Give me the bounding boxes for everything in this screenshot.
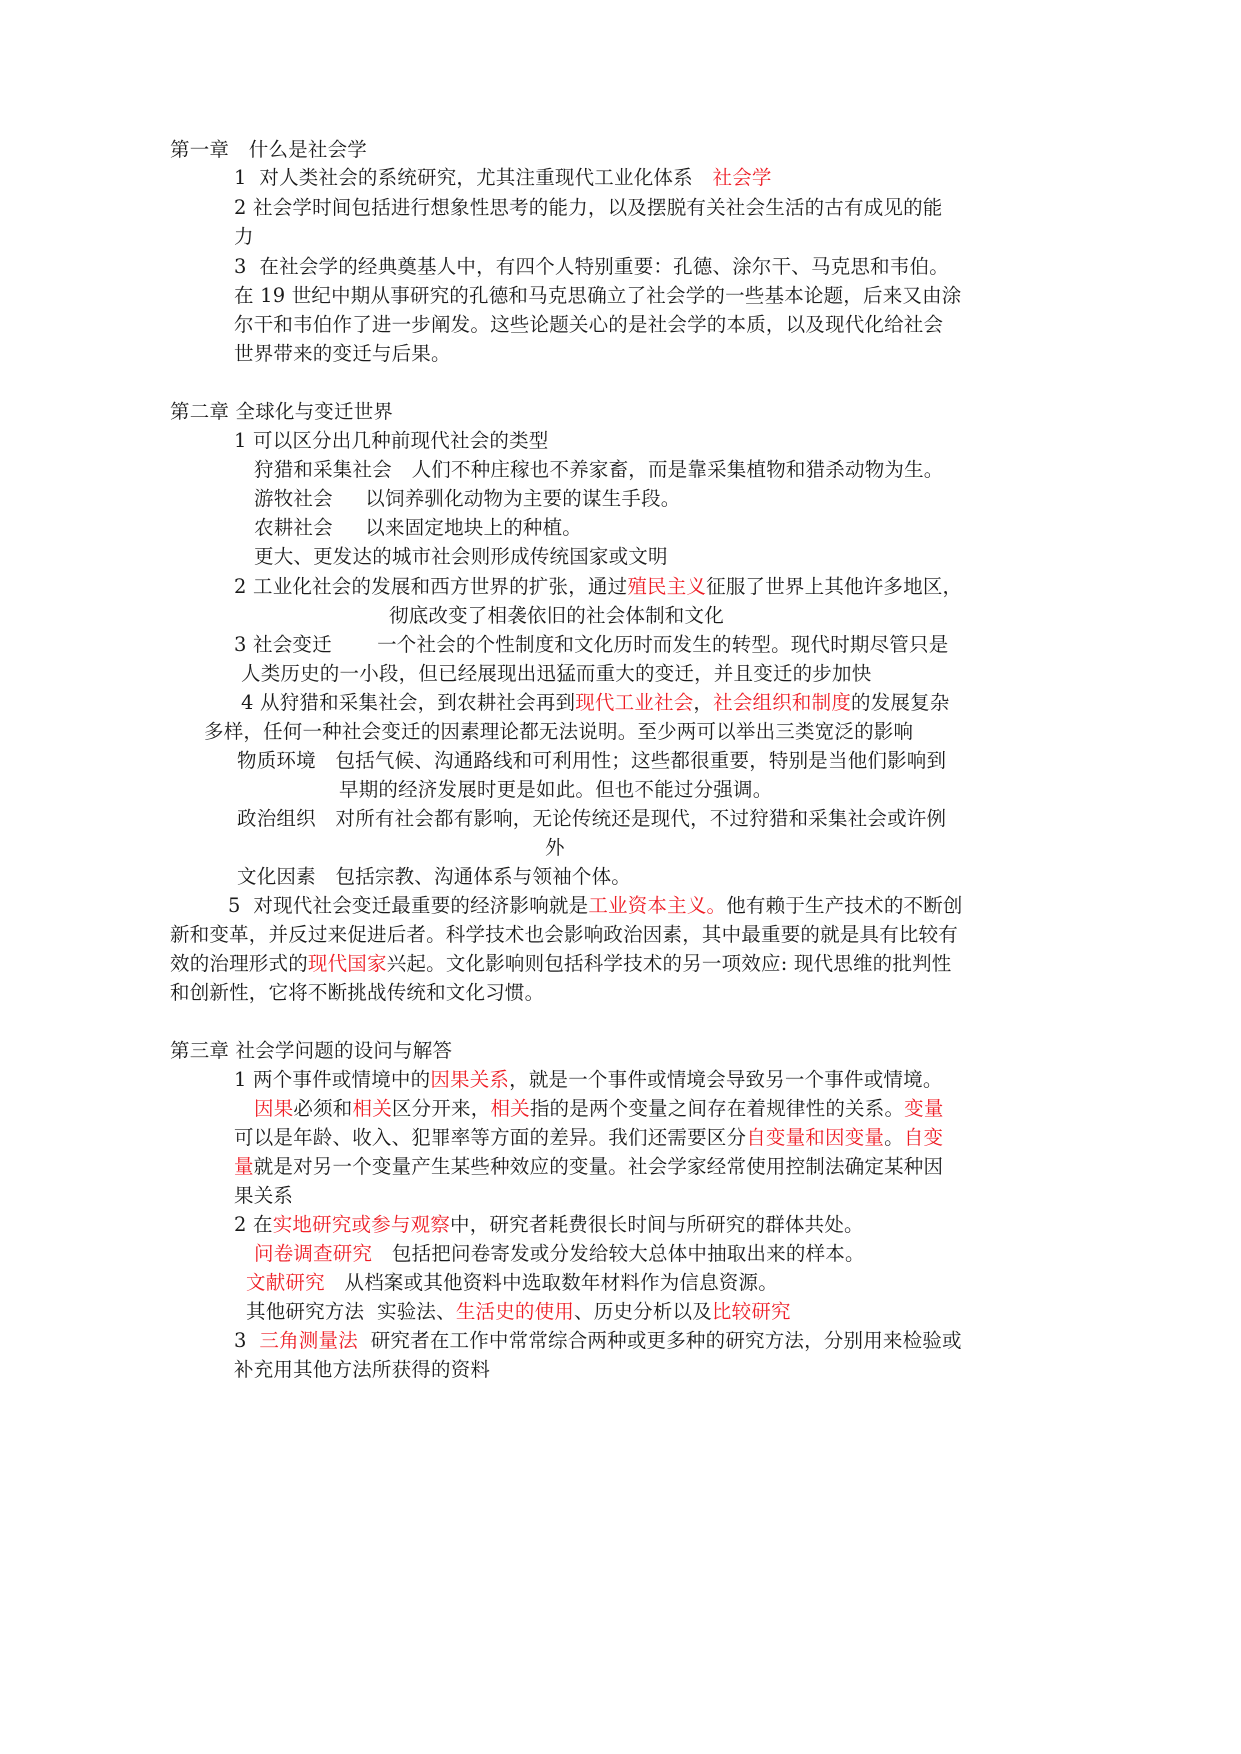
ch2-society-agrarian: 农耕社会 以来固定地块上的种植。 [254, 516, 582, 539]
term-independent-dependent-variable: 自变量和因变量 [746, 1126, 885, 1149]
term-fieldwork: 实地研究或参与观察 [272, 1213, 451, 1236]
term-industrial-capitalism: 工业资本主义。 [588, 894, 727, 917]
ch3-point-1-line3: 可以是年龄、收入、犯罪率等方面的差异。我们还需要区分自变量和因变量。自变 [234, 1126, 944, 1149]
ch3-point-1-line5: 果关系 [234, 1184, 294, 1207]
term-independent-variable-a: 自变 [903, 1126, 944, 1149]
ch2-factor-cultural: 文化因素 包括宗教、沟通体系与领袖个体。 [237, 865, 632, 888]
ch1-point-2-cont: 力 [234, 225, 254, 248]
ch2-point-4: 4 从狩猎和采集社会，到农耕社会再到现代工业社会，社会组织和制度的发展复杂 [241, 691, 950, 714]
term-variable: 变量 [904, 1097, 944, 1120]
term-correlation: 相关 [352, 1097, 392, 1120]
ch2-point-4-cont: 多样，任何一种社会变迁的因素理论都无法说明。至少两可以举出三类宽泛的影响 [204, 720, 914, 743]
ch2-society-pastoral: 游牧社会 以饲养驯化动物为主要的谋生手段。 [254, 487, 681, 510]
term-survey: 问卷调查研究 [254, 1242, 373, 1265]
chapter-1-heading: 第一章 什么是社会学 [170, 138, 368, 161]
ch2-point-5: 5 对现代社会变迁最重要的经济影响就是工业资本主义。他有赖于生产技术的不断创 [228, 894, 963, 917]
term-documentary-research: 文献研究 [246, 1271, 325, 1294]
ch3-point-2: 2 在实地研究或参与观察中，研究者耗费很长时间与所研究的群体共处。 [234, 1213, 864, 1236]
term-independent-variable-b: 量 [234, 1155, 254, 1178]
ch2-point-3: 3 社会变迁 一个社会的个性制度和文化历时而发生的转型。现代时期尽管只是 [234, 633, 949, 656]
ch2-point-5-line4: 和创新性，它将不断挑战传统和文化习惯。 [170, 981, 545, 1004]
ch1-point-2: 2 社会学时间包括进行想象性思考的能力，以及摆脱有关社会生活的古有成见的能 [234, 196, 943, 219]
term-modern-state: 现代国家 [307, 952, 387, 975]
ch2-point-1: 1 可以区分出几种前现代社会的类型 [234, 429, 549, 452]
ch1-point-1: 1 对人类社会的系统研究，尤其注重现代工业化体系 社会学 [234, 166, 772, 189]
ch1-point-3-line4: 世界带来的变迁与后果。 [234, 342, 451, 365]
ch3-point-3: 3 三角测量法 研究者在工作中常常综合两种或更多种的研究方法，分别用来检验或 [234, 1329, 962, 1352]
ch2-point-2-cont: 彻底改变了相袭依旧的社会体制和文化 [389, 604, 724, 627]
term-triangulation: 三角测量法 [259, 1329, 358, 1352]
term-modern-industrial-society: 现代工业社会 [575, 691, 694, 714]
ch2-factor-political: 政治组织 对所有社会都有影响，无论传统还是现代，不过狩猎和采集社会或许例 [237, 807, 947, 830]
ch3-point-1-line4: 量就是对另一个变量产生某些种效应的变量。社会学家经常使用控制法确定某种因 [234, 1155, 944, 1178]
ch3-method-survey: 问卷调查研究 包括把问卷寄发或分发给较大总体中抽取出来的样本。 [254, 1242, 865, 1265]
ch1-point-3-line2: 在 19 世纪中期从事研究的孔德和马克思确立了社会学的一些基本论题，后来又由涂 [234, 284, 962, 307]
ch3-point-3-cont: 补充用其他方法所获得的资料 [234, 1358, 491, 1381]
ch3-point-1-line2: 因果必须和相关区分开来，相关指的是两个变量之间存在着规律性的关系。变量 [254, 1097, 944, 1120]
term-social-organization: 社会组织和制度 [713, 691, 852, 714]
term-cause: 因果 [254, 1097, 294, 1120]
term-correlation-2: 相关 [490, 1097, 530, 1120]
ch3-method-documentary: 文献研究 从档案或其他资料中选取数年材料作为信息资源。 [246, 1271, 778, 1294]
ch2-point-5-line3: 效的治理形式的现代国家兴起。文化影响则包括科学技术的另一项效应: 现代思维的批判性 [170, 952, 952, 975]
ch2-factor-material: 物质环境 包括气候、沟通路线和可利用性；这些都很重要，特别是当他们影响到 [237, 749, 947, 772]
ch3-method-others: 其他研究方法 实验法、生活史的使用、历史分析以及比较研究 [246, 1300, 791, 1323]
chapter-3-heading: 第三章 社会学问题的设问与解答 [170, 1039, 453, 1062]
term-comparative-research: 比较研究 [711, 1300, 791, 1323]
term-causation: 因果关系 [430, 1068, 510, 1091]
ch1-point-3: 3 在社会学的经典奠基人中，有四个人特别重要：孔德、涂尔干、马克思和韦伯。 [234, 255, 949, 278]
ch1-point-3-line3: 尔干和韦伯作了进一步阐发。这些论题关心的是社会学的本质，以及现代化给社会 [234, 313, 944, 336]
term-sociology: 社会学 [712, 166, 772, 189]
chapter-2-heading: 第二章 全球化与变迁世界 [170, 400, 394, 423]
ch2-point-2: 2 工业化社会的发展和西方世界的扩张，通过殖民主义征服了世界上其他许多地区， [234, 575, 963, 598]
ch3-point-1: 1 两个事件或情境中的因果关系，就是一个事件或情境会导致另一个事件或情境。 [234, 1068, 943, 1091]
ch2-factor-material-cont: 早期的经济发展时更是如此。但也不能过分强调。 [339, 778, 773, 801]
ch2-point-3-cont: 人类历史的一小段，但已经展现出迅猛而重大的变迁，并且变迁的步加快 [241, 662, 872, 685]
ch2-society-hunting: 狩猎和采集社会 人们不种庄稼也不养家畜，而是靠采集植物和猎杀动物为生。 [254, 458, 944, 481]
ch2-point-5-line2: 新和变革，并反过来促进后者。科学技术也会影响政治因素，其中最重要的就是具有比较有 [170, 923, 959, 946]
term-colonialism: 殖民主义 [627, 575, 707, 598]
term-life-history: 生活史的使用 [455, 1300, 575, 1323]
ch2-society-states: 更大、更发达的城市社会则形成传统国家或文明 [254, 545, 668, 568]
ch2-factor-political-cont: 外 [545, 836, 565, 859]
